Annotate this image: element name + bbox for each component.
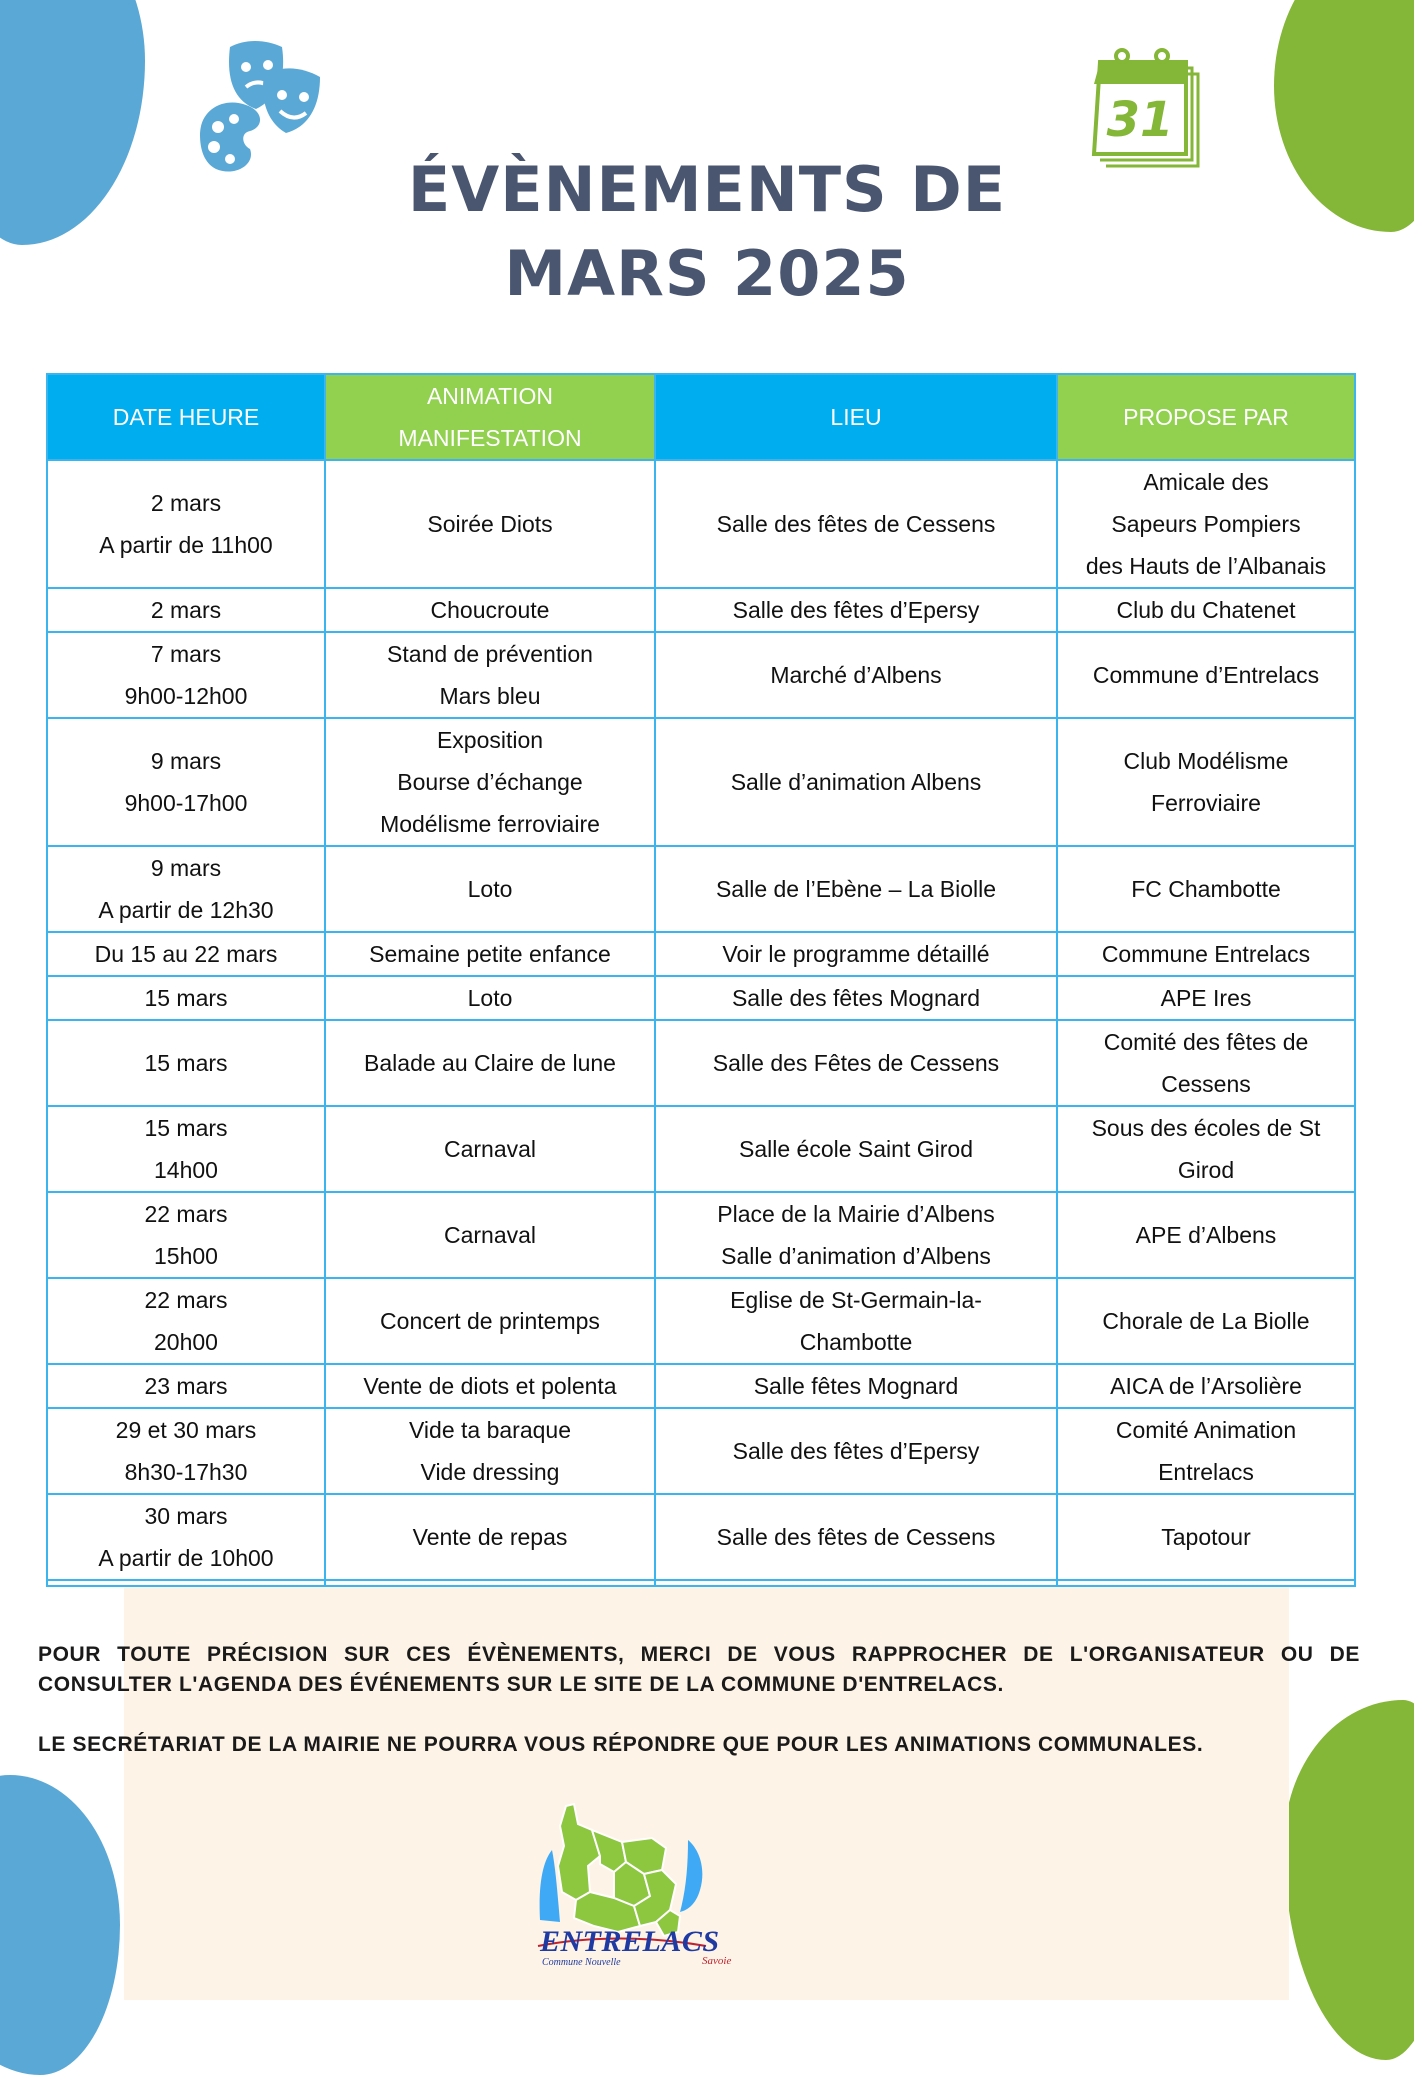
cell-lieu: Salle fêtes Mognard [655,1364,1057,1408]
table-row [47,460,1355,588]
cell-date: 22 mars 20h00 [47,1278,325,1364]
cell-animation: Loto [325,976,655,1020]
table-cut-row [47,1580,1355,1586]
cell-lieu: Salle des fêtes de Cessens [655,1494,1057,1580]
table-row [47,588,1355,632]
cell-date: 7 mars 9h00-12h00 [47,632,325,718]
logo-wordmark: ENTRELACS [540,1925,720,1958]
cell-animation: Soirée Diots [325,460,655,588]
table-row [47,1408,1355,1494]
cell-date: 15 mars [47,976,325,1020]
decorative-blob-blue-top-left [0,0,145,245]
cell-date: 9 mars A partir de 12h30 [47,846,325,932]
cell-propose-par: Tapotour [1057,1494,1355,1580]
cell-propose-par: Comité Animation Entrelacs [1057,1408,1355,1494]
table-row [47,1494,1355,1580]
cell-animation: Vente de diots et polenta [325,1364,655,1408]
cell-propose-par: AICA de l’Arsolière [1057,1364,1355,1408]
table-row [47,976,1355,1020]
cell-propose-par: Club du Chatenet [1057,588,1355,632]
cell-lieu: Salle des fêtes d’Epersy [655,588,1057,632]
cell-date: 30 mars A partir de 10h00 [47,1494,325,1580]
cell-lieu: Salle école Saint Girod [655,1106,1057,1192]
cell-animation: Concert de printemps [325,1278,655,1364]
column-header-date-label: DATE HEURE [112,404,260,430]
cell-date: 2 mars A partir de 11h00 [47,460,325,588]
page-title [200,148,1214,316]
cell-empty [1057,1580,1355,1586]
cell-propose-par: Sous des écoles de St Girod [1057,1106,1355,1192]
cell-propose-par: Commune Entrelacs [1057,932,1355,976]
cell-date: 23 mars [47,1364,325,1408]
table-row [47,1106,1355,1192]
logo-subtitle-commune: Commune Nouvelle [542,1957,621,1968]
decorative-blob-blue-bottom-left [0,1775,120,2075]
cell-propose-par: Amicale des Sapeurs Pompiers des Hauts de l’Albanais [1057,460,1355,588]
column-header-lieu [655,374,1057,460]
cell-propose-par: Chorale de La Biolle [1057,1278,1355,1364]
cell-date: 29 et 30 mars 8h30-17h30 [47,1408,325,1494]
cell-empty [47,1580,325,1586]
cell-animation: Choucroute [325,588,655,632]
notice-contact-organizer: POUR TOUTE PRÉCISION SUR CES ÉVÈNEMENTS, MERCI DE VOUS RAPPROCHER DE L'ORGANISATEUR OU DE CONSULTER L'AGENDA DES ÉVÉNEMENTS SUR LE SITE DE LA COMMUNE D'ENTRELACS. [38,1643,1360,1696]
cell-lieu: Place de la Mairie d’Albens Salle d’animation d’Albens [655,1192,1057,1278]
cell-animation: Semaine petite enfance [325,932,655,976]
table-row [47,718,1355,846]
table-row [47,632,1355,718]
cell-animation: Exposition Bourse d’échange Modélisme ferroviaire [325,718,655,846]
column-header-animation [325,374,655,460]
events-table-header-row [47,374,1355,460]
column-header-propose-par-label: PROPOSE PAR [1123,404,1289,430]
cell-lieu: Salle de l’Ebène – La Biolle [655,846,1057,932]
table-row [47,1278,1355,1364]
table-row [47,1020,1355,1106]
cell-propose-par: Club Modélisme Ferroviaire [1057,718,1355,846]
cell-propose-par: APE Ires [1057,976,1355,1020]
page-title-line-1: ÉVÈNEMENTS DE [407,153,1007,226]
cell-lieu: Marché d’Albens [655,632,1057,718]
table-row [47,1192,1355,1278]
cell-lieu: Eglise de St-Germain-la- Chambotte [655,1278,1057,1364]
cell-propose-par: FC Chambotte [1057,846,1355,932]
column-header-date [47,374,325,460]
calendar-day-number: 31 [1106,92,1174,148]
cell-animation: Stand de prévention Mars bleu [325,632,655,718]
cell-lieu: Salle des fêtes d’Epersy [655,1408,1057,1494]
decorative-blob-green-top-right [1274,0,1414,232]
events-table [46,373,1356,1587]
logo-subtitle-savoie: Savoie [702,1955,732,1967]
cell-lieu: Salle des Fêtes de Cessens [655,1020,1057,1106]
column-header-animation-label: ANIMATION MANIFESTATION [398,383,582,451]
cell-animation: Vente de repas [325,1494,655,1580]
cell-date: 15 mars [47,1020,325,1106]
notice-secretariat: LE SECRÉTARIAT DE LA MAIRIE NE POURRA VOUS RÉPONDRE QUE POUR LES ANIMATIONS COMMUNALES. [38,1733,1204,1756]
table-row [47,1364,1355,1408]
cell-lieu: Salle d’animation Albens [655,718,1057,846]
column-header-propose-par [1057,374,1355,460]
cell-animation: Carnaval [325,1192,655,1278]
cell-animation: Balade au Claire de lune [325,1020,655,1106]
cell-date: 9 mars 9h00-17h00 [47,718,325,846]
cell-empty [325,1580,655,1586]
cell-date: Du 15 au 22 mars [47,932,325,976]
cell-date: 22 mars 15h00 [47,1192,325,1278]
cell-date: 15 mars 14h00 [47,1106,325,1192]
table-row [47,846,1355,932]
table-row [47,932,1355,976]
cell-propose-par: Commune d’Entrelacs [1057,632,1355,718]
page-title-line-2: MARS 2025 [504,237,910,310]
cell-animation: Loto [325,846,655,932]
cell-propose-par: Comité des fêtes de Cessens [1057,1020,1355,1106]
cell-lieu: Voir le programme détaillé [655,932,1057,976]
column-header-lieu-label: LIEU [830,404,882,430]
cell-propose-par: APE d’Albens [1057,1192,1355,1278]
cell-date: 2 mars [47,588,325,632]
cell-lieu: Salle des fêtes Mognard [655,976,1057,1020]
cell-animation: Vide ta baraque Vide dressing [325,1408,655,1494]
cell-empty [655,1580,1057,1586]
cell-lieu: Salle des fêtes de Cessens [655,460,1057,588]
cell-animation: Carnaval [325,1106,655,1192]
